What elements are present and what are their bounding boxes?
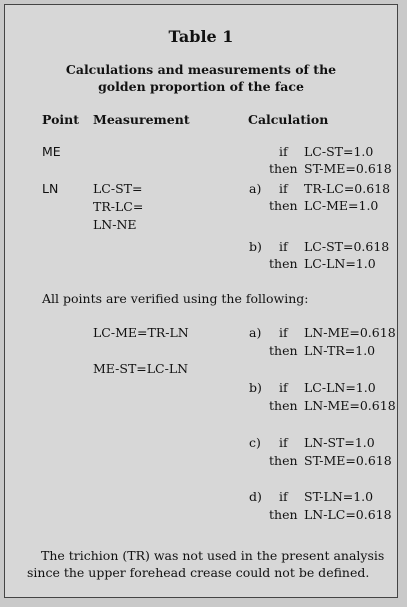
calc-then: then xyxy=(269,256,298,271)
measurement-line: LC-ST= xyxy=(93,181,143,196)
calc-then-expr: LN-ME=0.618 xyxy=(304,398,396,413)
calc-then: then xyxy=(269,398,298,413)
calc-then-expr: LC-ME=1.0 xyxy=(304,198,379,213)
calc-then-expr: LN-TR=1.0 xyxy=(304,343,376,358)
header-point: Point xyxy=(42,112,80,127)
calc-if: if xyxy=(279,489,288,504)
table-card xyxy=(4,4,398,598)
point-label-me: ME xyxy=(42,144,61,159)
calc-if: if xyxy=(279,380,288,395)
calc-if: if xyxy=(279,325,288,340)
calc-then: then xyxy=(269,507,298,522)
calc-then: then xyxy=(269,343,298,358)
table-subtitle-line1: Calculations and measurements of the xyxy=(65,62,337,77)
calc-letter: a) xyxy=(249,181,262,196)
footnote: The trichion (TR) was not used in the present analysis since the upper forehead crease could not be defined. xyxy=(27,548,385,580)
verify-text: All points are verified using the following: xyxy=(42,291,309,306)
calc-if: if xyxy=(279,144,288,159)
calc-if: if xyxy=(279,435,288,450)
table-title: Table 1 xyxy=(168,27,234,46)
verify-formula: LC-ME=TR-LN xyxy=(93,325,189,340)
calc-then-expr: LC-LN=1.0 xyxy=(304,256,376,271)
calc-if: if xyxy=(279,239,288,254)
measurement-line: LN-NE xyxy=(93,217,137,232)
calc-if-expr: TR-LC=0.618 xyxy=(304,181,391,196)
calc-then-expr: ST-ME=0.618 xyxy=(304,453,392,468)
measurement-line: TR-LC= xyxy=(93,199,144,214)
calc-if-expr: LN-ST=1.0 xyxy=(304,435,375,450)
table-subtitle-line2: golden proportion of the face xyxy=(98,79,304,94)
point-label-ln: LN xyxy=(42,181,59,196)
calc-then: then xyxy=(269,198,298,213)
calc-if: if xyxy=(279,181,288,196)
calc-if-expr: LC-ST=0.618 xyxy=(304,239,390,254)
header-measurement: Measurement xyxy=(93,112,190,127)
calc-then-expr: ST-ME=0.618 xyxy=(304,161,392,176)
calc-letter: b) xyxy=(249,239,262,254)
calc-then: then xyxy=(269,453,298,468)
calc-if-expr: LC-ST=1.0 xyxy=(304,144,374,159)
verify-formula: ME-ST=LC-LN xyxy=(93,361,189,376)
calc-if-expr: LN-ME=0.618 xyxy=(304,325,396,340)
calc-letter: c) xyxy=(249,435,261,450)
calc-if-expr: ST-LN=1.0 xyxy=(304,489,374,504)
calc-letter: a) xyxy=(249,325,262,340)
calc-letter: b) xyxy=(249,380,262,395)
calc-if-expr: LC-LN=1.0 xyxy=(304,380,376,395)
calc-then-expr: LN-LC=0.618 xyxy=(304,507,392,522)
calc-then: then xyxy=(269,161,298,176)
header-calculation: Calculation xyxy=(248,112,329,127)
calc-letter: d) xyxy=(249,489,262,504)
